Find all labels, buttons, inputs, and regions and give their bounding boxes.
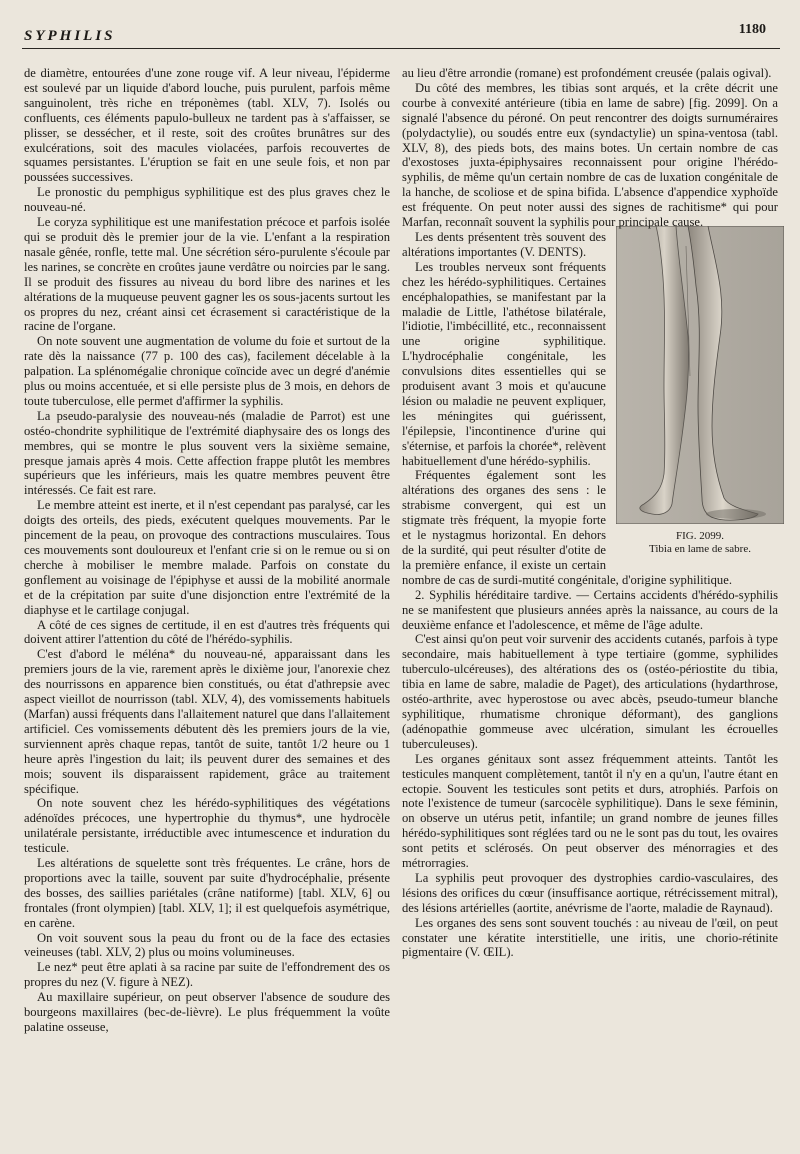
paragraph: de diamètre, entourées d'une zone rouge vif. A leur niveau, l'épiderme est soulevé par un liquide d'abord louche, puis purulent, parfois même sanguinolent, très riche en tréponèmes (tabl. XLV, 7). Isolés ou confluents, ces éléments papulo-bulleux ne tardent pas à s'affaisser, se plisser, se dessécher, et il reste, soit des croûtes brunâtres sur des exulcérations, soit des macules violacées, parfois recouvertes de squames persistantes. L'éruption se fait en une seule fois, et non par poussées successives. — [24, 66, 390, 185]
page-number: 1180 — [738, 22, 766, 37]
paragraph: Du côté des membres, les tibias sont arqués, et la crête décrit une courbe à convexité antérieure (tibia en lame de sabre) [fig. 2099]. On a signalé l'absence du péroné. On peut rencontrer des doigts surnuméraires (polydactylie), ou soudés entre eux (syndactylie) un spina-ventosa (tabl. XLV, 8), des pieds bots, des mains botes. Un certain nombre de cas d'exostoses juxta-épiphysaires reconnaissent pour origine l'hérédo-syphilis, de même qu'un certain nombre de cas de luxation congénitale de la hanche, de scoliose et de spina bifida. L'absence d'appendice xyphoïde est fréquente. On peut noter aussi des signes de rachitisme* qui pour Marfan, reconnaît souvent la syphilis pour principale cause. — [402, 80, 778, 230]
figure-number: FIG. 2099. — [676, 529, 724, 542]
paragraph: A côté de ces signes de certitude, il en est d'autres très fréquents qui doivent attirer l'attention du côté de l'hérédo-syphilis. — [24, 617, 390, 647]
paragraph: La pseudo-paralysie des nouveau-nés (maladie de Parrot) est une ostéo-chondrite syphilitique de l'extrémité diaphysaire des os longs des membres, qui se montre le plus souvent vers la sixième semaine, presque jamais après 4 mois. Cette affection frappe plutôt les membres supérieurs que les inférieurs, mais les quatre membres peuvent être intéressés. Ce fait est rare. — [24, 408, 390, 498]
figure-title: Tibia en lame de sabre. — [649, 542, 751, 555]
paragraph: Au maxillaire supérieur, on peut observer l'absence de soudure des bourgeons maxillaires (bec-de-lièvre). Le plus fréquemment la voûte palatine osseuse, — [24, 990, 390, 1034]
paragraph: C'est d'abord le méléna* du nouveau-né, apparaissant dans les premiers jours de la vie, rarement après le dixième jour, l'anorexie chez des nourrissons en apparence bien constitués, ou état d'athrepsie avec aspect vieillot de nourrisson (tabl. XLV, 4), des vomissements habituels (Marfan) aussi fréquents dans l'allaitement naturel que dans l'allaitement artificiel. Ces vomissements débutent dès les premiers jours de la vie, surviennent après chaque repas, tantôt de suite, tantôt 1/2 heure ou 1 heure après l'ingestion du lait; ils peuvent durer des semaines et des mois; souvent ils disparaissent rapidement, grâce au traitement spécifique. — [24, 647, 390, 796]
paragraph: On note souvent une augmentation de volume du foie et surtout de la rate dès la naissance (77 p. 100 des cas), facilement décelable à la palpation. La splénomégalie chronique coïncide avec un degré d'anémie plus ou moins accentuée, et si elle persiste plus de 3 mois, en dehors de toute tuberculose, elle permet d'affirmer la syphilis. — [24, 334, 390, 408]
paragraph: au lieu d'être arrondie (romane) est profondément creusée (palais ogival). — [402, 66, 772, 80]
paragraph: C'est ainsi qu'on peut voir survenir des accidents cutanés, parfois à type secondaire, mais habituellement à type tertiaire (gomme, syphilides tuberculo-ulcéreuses), des altérations des os (ostéo-périostite du tibia, tibia en lame de sabre, maladie de Paget), des articulations (hydarthrose, ostéo-arthrite, avec hyperostose ou avec abcès, pseudo-tumeur blanche syphilitique, rhumatisme chronique déformant), des ganglions (adénopathie gommeuse avec ulcération, simulant les écrouelles tuberculeuses). — [402, 632, 778, 751]
paragraph: La syphilis peut provoquer des dystrophies cardio-vasculaires, des lésions des orifices du cœur (insuffisance aortique, rétrécissement mitral), des lésions artérielles (aortite, anévrisme de l'aorte, maladie de Raynaud). — [402, 870, 778, 915]
left-column — [24, 66, 390, 1035]
paragraph: On voit souvent sous la peau du front ou de la face des ectasies veineuses (tabl. XLV, 2) plus ou moins volumineuses. — [24, 930, 390, 960]
paragraph: Les dents présentent très souvent des altérations importantes (V. DENTS). — [402, 229, 606, 259]
paragraph: Les organes génitaux sont assez fréquemment atteints. Tantôt les testicules manquent complètement, tantôt il n'y en a qu'un, l'autre étant en ectopie. Souvent les testicules sont petits et durs, atrophiés. Parfois on note l'existence de tumeur (sarcocèle syphilitique). Dans le sexe féminin, on observe un utérus petit, infantile; un grand nombre de jeunes filles hérédo-syphilitiques sont réglées tard ou ne le sont pas du tout, les ovaires sont petits et sclérosés. On peut observer des ménorragies et des métrorragies. — [402, 751, 778, 871]
header-title: SYPHILIS — [24, 28, 116, 44]
paragraph: Le nez* peut être aplati à sa racine par suite de l'effondrement des os propres du nez (V. figure à NEZ). — [24, 960, 390, 990]
figure-2099 — [616, 226, 784, 556]
paragraph: On note souvent chez les hérédo-syphilitiques des végétations adénoïdes précoces, une hypertrophie du thymus*, une hydrocèle unilatérale persistante, irréductible avec intumescence et induration du testicule. — [24, 796, 390, 856]
paragraph: Le membre atteint est inerte, et il n'est cependant pas paralysé, car les doigts des orteils, des pieds, exécutent quelques mouvements. Par le pincement de la peau, on provoque des contractions musculaires. Tous ces mouvements sont douloureux et l'enfant crie si on le remue ou si on cherche à mobiliser le membre malade. Parfois on constate du gonflement au voisinage de l'épiphyse et aussi de la mobilité anormale et de la crépitation par suite d'une disjonction entre l'extrémité de la diaphyse et le cartilage conjugal. — [24, 498, 390, 617]
paragraph: Fréquentes également sont les altérations des organes des sens : le strabisme convergent, qui est un stigmate très fréquent, la myopie forte et le nystagmus horizontal. En dehors de la surdité, qui peut résulter d'otite de la première enfance, il existe un certain nombre de cas de surdi-mutité congénitale, d'origine syphilitique. — [402, 468, 732, 587]
legs-photo-icon — [616, 226, 784, 524]
paragraph: Le pronostic du pemphigus syphilitique est des plus graves chez le nouveau-né. — [24, 185, 390, 215]
figure-caption — [616, 530, 784, 556]
right-column — [402, 66, 778, 960]
paragraph: 2. Syphilis héréditaire tardive. — Certains accidents d'hérédo-syphilis ne se manifestent que plusieurs années après la naissance, au cours de la deuxième enfance et l'adolescence, et même de l'âge adulte. — [402, 587, 778, 632]
paragraph: Les organes des sens sont souvent touchés : au niveau de l'œil, on peut constater une kératite interstitielle, une iritis, une chorio-rétinite pigmentaire (V. ŒIL). — [402, 915, 778, 960]
running-header — [22, 20, 780, 49]
paragraph: Les altérations de squelette sont très fréquentes. Le crâne, hors de proportions avec la taille, souvent par suite d'hydrocéphalie, présente des bosses, des saillies pariétales (crâne natiforme) [tabl. XLV, 6] ou frontales (front olympien) [tabl. XLV, 1]; il est quelquefois asymétrique, en carène. — [24, 856, 390, 930]
paragraph: Les troubles nerveux sont fréquents chez les hérédo-syphilitiques. Certaines encéphalopathies, se manifestant par la maladie de Little, l'athétose bilatérale, l'idiotie, l'imbécillité, etc., reconnaissent une origine syphilitique. L'hydrocéphalie congénitale, les convulsions dites essentielles qui se produisent avant 3 mois et qu'aucune lésion ou maladie ne peuvent expliquer, les méningites qui guérissent, l'épilepsie, l'incontinence d'urine qui s'éternise, et parfois la chorée*, relèvent habituellement d'une hérédo-syphilis. — [402, 259, 606, 468]
paragraph: Le coryza syphilitique est une manifestation précoce et parfois isolée qui se produit dès le premier jour de la vie. L'enfant a la respiration nasale gênée, ronfle, tette mal. Une sécrétion séro-purulente s'écoule par les narines, se concrète en croûtes jaune verdâtre ou noircies par le sang. Il se produit des fissures au niveau du bord libre des narines et les altérations de la muqueuse peuvent gagner les os sous-jacents surtout les os propres du nez, créant ainsi cet écrasement si caractéristique de la racine de l'organe. — [24, 215, 390, 334]
